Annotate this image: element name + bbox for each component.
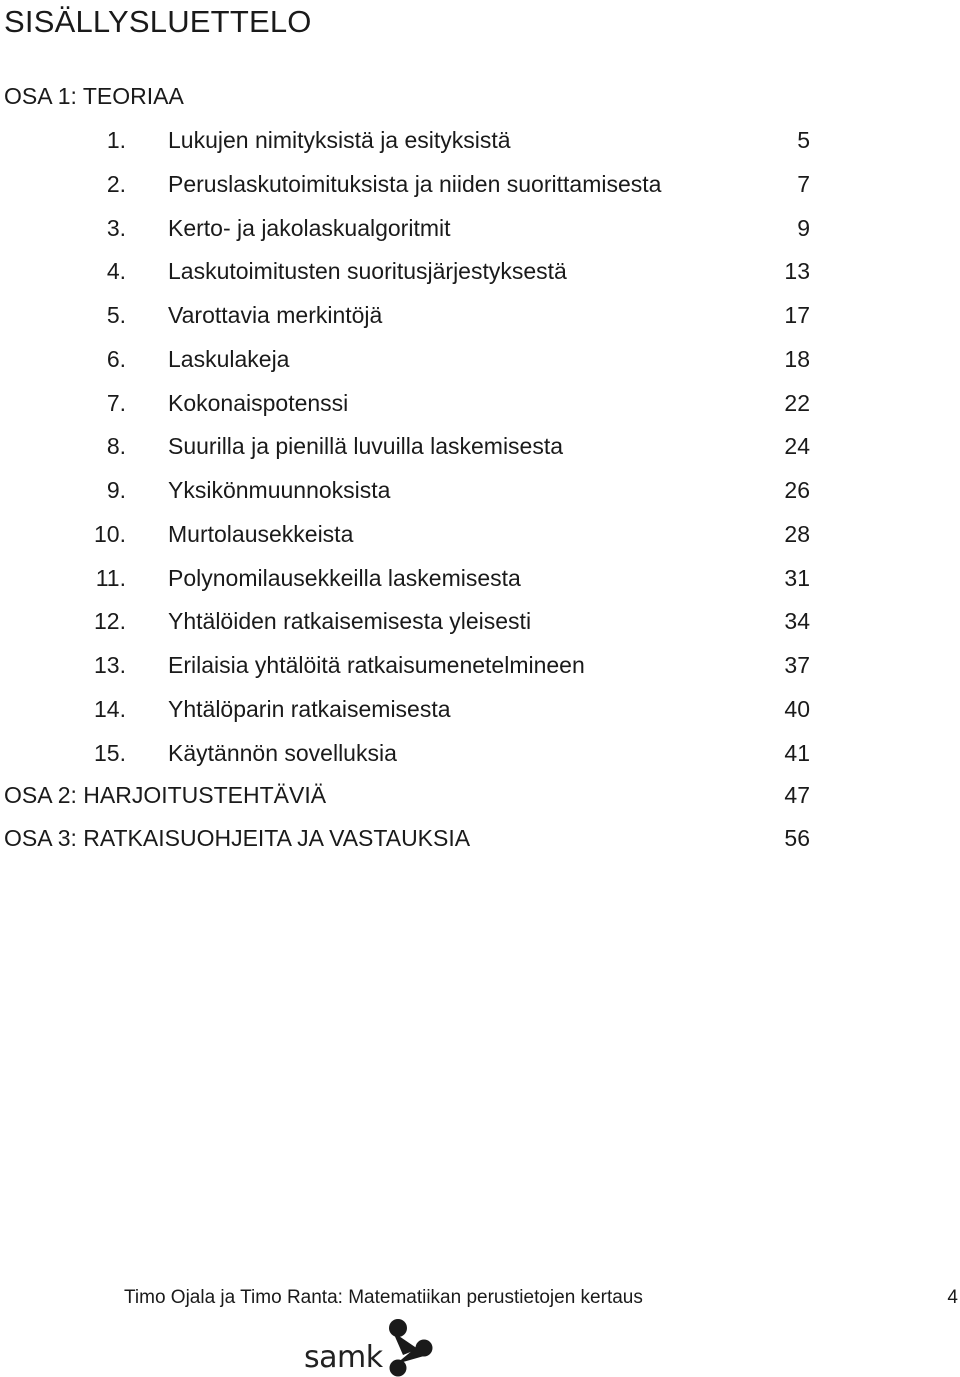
toc-page-number: 26 (784, 477, 810, 503)
toc-chapter-title: Laskulakeja (168, 345, 290, 372)
toc-page-number: 22 (784, 389, 810, 416)
footer-text: Timo Ojala ja Timo Ranta: Matematiikan perustietojen kertaus (124, 1287, 643, 1308)
toc-chapter-number: 1. (106, 127, 126, 153)
toc-chapter-number: 8. (106, 433, 126, 460)
toc-chapter-title: Murtolausekkeista (168, 520, 354, 547)
toc-page-number: 13 (784, 258, 810, 285)
toc-chapter-number: 5. (106, 302, 126, 328)
toc-chapter-title: Kerto- ja jakolaskualgoritmit (168, 214, 451, 241)
toc-chapter-number: 10. (94, 520, 126, 547)
toc-chapter-row (0, 606, 960, 636)
toc-chapter-title: Yhtälöiden ratkaisemisesta yleisesti (168, 608, 532, 635)
document-title: SISÄLLYSLUETTELO (4, 4, 312, 39)
toc-chapter-row (0, 169, 960, 199)
toc-chapter-number: 14. (94, 695, 126, 722)
toc-part-label: OSA 2: HARJOITUSTEHTÄVIÄ (4, 782, 327, 808)
logo-text: samk (304, 1340, 383, 1375)
toc-chapter-row (0, 650, 960, 680)
toc-chapter-title: Peruslaskutoimituksista ja niiden suorittamisesta (168, 170, 662, 197)
toc-chapter-row (0, 563, 960, 593)
toc-chapter-row (0, 300, 960, 330)
footer-page-number: 4 (947, 1287, 958, 1308)
toc-chapter-number: 4. (106, 258, 126, 285)
toc-page-number: 34 (784, 608, 810, 635)
toc-page-number: 40 (784, 695, 810, 722)
toc-chapter-row (0, 475, 960, 505)
toc-chapter-number: 6. (106, 345, 126, 372)
toc-chapter-title: Lukujen nimityksistä ja esityksistä (168, 127, 511, 153)
toc-chapter-number: 3. (106, 214, 126, 241)
toc-chapter-number: 7. (106, 389, 126, 416)
toc-chapter-row (0, 213, 960, 243)
page-footer (0, 1285, 960, 1311)
toc-part-1 (0, 81, 960, 111)
toc-part-label: OSA 1: TEORIAA (4, 83, 184, 109)
toc-page-number: 7 (797, 170, 810, 197)
toc-chapter-row (0, 125, 960, 155)
toc-page-number: 17 (784, 302, 810, 328)
toc-chapter-title: Polynomilausekkeilla laskemisesta (168, 564, 521, 591)
toc-page-number: 24 (784, 433, 810, 460)
toc-chapter-number: 9. (106, 477, 126, 503)
toc-chapter-number: 2. (106, 170, 126, 197)
toc-chapter-row (0, 388, 960, 418)
toc-part-2 (0, 780, 960, 810)
samk-logo-icon (384, 1318, 440, 1377)
toc-page-number: 28 (784, 520, 810, 547)
toc-page-number: 18 (784, 345, 810, 372)
toc-page-number: 5 (797, 127, 810, 153)
toc-chapter-row (0, 344, 960, 374)
toc-chapter-title: Kokonaispotenssi (168, 389, 349, 416)
toc-chapter-row (0, 738, 960, 768)
toc-page-number: 41 (784, 739, 810, 766)
toc-chapter-title: Käytännön sovelluksia (168, 739, 397, 766)
toc-chapter-title: Suurilla ja pienillä luvuilla laskemisesta (168, 433, 564, 460)
toc-chapter-row (0, 519, 960, 549)
toc-page-number: 31 (784, 564, 810, 591)
toc-page-number: 9 (797, 214, 810, 241)
toc-part-label: OSA 3: RATKAISUOHJEITA JA VASTAUKSIA (4, 825, 471, 851)
toc-chapter-number: 12. (94, 608, 126, 635)
toc-chapter-row (0, 431, 960, 461)
toc-chapter-title: Yksikönmuunnoksista (168, 477, 391, 503)
toc-chapter-number: 13. (94, 652, 126, 678)
toc-chapter-number: 15. (94, 739, 126, 766)
toc-page-number: 56 (784, 825, 810, 851)
toc-chapter-row (0, 694, 960, 724)
samk-logo (300, 1318, 440, 1377)
toc-page-number: 37 (784, 652, 810, 678)
toc-page-number: 47 (784, 782, 810, 808)
toc-part-3 (0, 823, 960, 853)
toc-chapter-title: Erilaisia yhtälöitä ratkaisumenetelmineen (168, 652, 585, 678)
toc-chapter-title: Yhtälöparin ratkaisemisesta (168, 695, 451, 722)
toc-chapter-number: 11. (95, 564, 126, 591)
toc-chapter-title: Laskutoimitusten suoritusjärjestyksestä (168, 258, 567, 285)
toc-chapter-row (0, 256, 960, 286)
toc-chapter-title: Varottavia merkintöjä (168, 302, 383, 328)
